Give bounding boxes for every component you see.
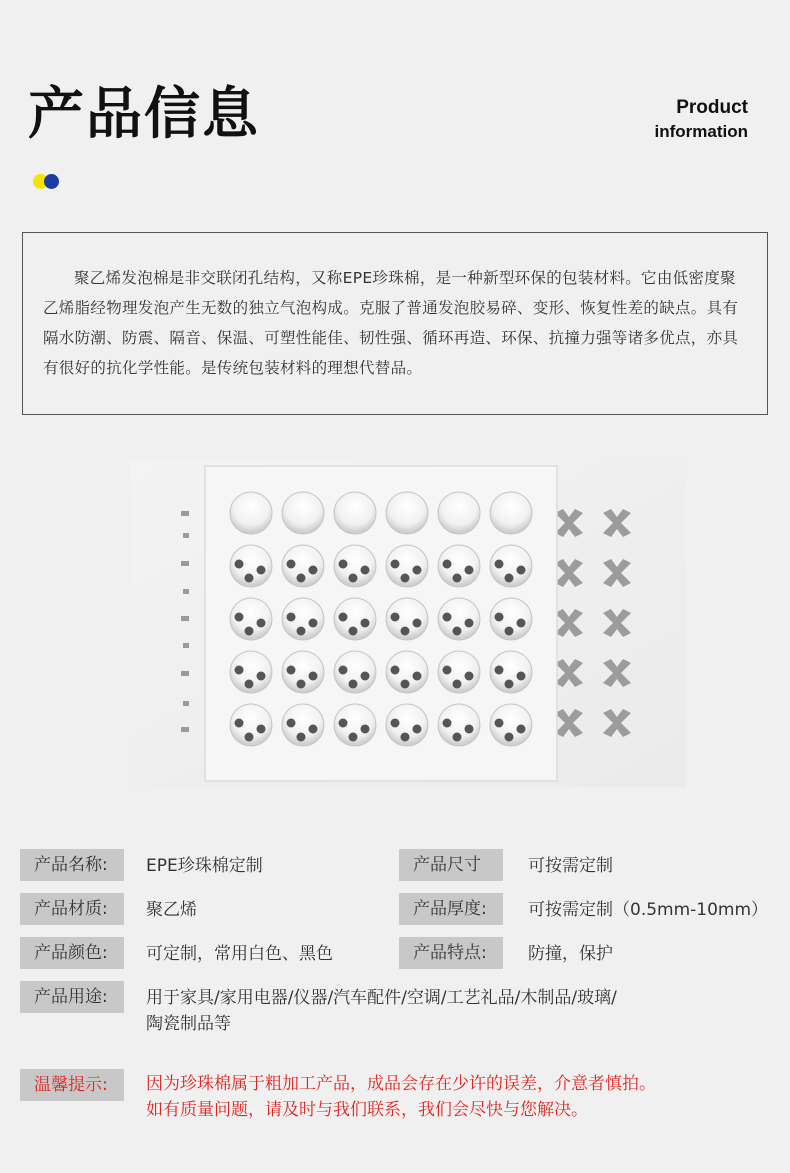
foam-hole [334, 492, 376, 534]
foam-hole-notch [287, 613, 296, 622]
foam-hole-notch [505, 733, 514, 742]
foam-hole-notch [443, 719, 452, 728]
usage-value-line-2: 陶瓷制品等 [146, 1014, 231, 1034]
foam-hole-notch [245, 680, 254, 689]
foam-hole-notch [505, 574, 514, 583]
foam-hole-notch [495, 666, 504, 675]
foam-hole-notch [453, 627, 462, 636]
foam-hole-notch [401, 680, 410, 689]
foam-hole-notch [413, 725, 422, 734]
foam-hole-notch [443, 613, 452, 622]
feature-value: 防撞，保护 [528, 944, 613, 964]
name-value: EPE珍珠棉定制 [146, 856, 263, 876]
foam-hole-notch [349, 680, 358, 689]
subtitle-line-2: information [654, 122, 748, 141]
foam-hole-notch [391, 666, 400, 675]
material-value: 聚乙烯 [146, 900, 197, 920]
foam-hole-notch [465, 566, 474, 575]
foam-hole-notch [517, 725, 526, 734]
foam-hole-notch [465, 725, 474, 734]
foam-hole-notch [257, 672, 266, 681]
foam-hole-notch [453, 574, 462, 583]
foam-hole-notch [297, 680, 306, 689]
foam-hole-notch [401, 574, 410, 583]
intro-box [22, 232, 768, 415]
thickness-label: 产品厚度: [399, 893, 503, 925]
page-title: 产品信息 [28, 82, 260, 147]
name-label: 产品名称: [20, 849, 124, 881]
page-subtitle [655, 96, 749, 144]
foam-hole-notch [257, 566, 266, 575]
foam-hole-notch [361, 725, 370, 734]
material-label: 产品材质: [20, 893, 124, 925]
foam-hole [386, 492, 428, 534]
foam-hole-notch [339, 613, 348, 622]
foam-hole-notch [339, 560, 348, 569]
foam-hole [438, 492, 480, 534]
foam-hole-notch [361, 619, 370, 628]
foam-hole-notch [361, 672, 370, 681]
foam-hole-notch [297, 627, 306, 636]
foam-hole-notch [245, 627, 254, 636]
foam-hole-notch [349, 574, 358, 583]
foam-hole-notch [495, 613, 504, 622]
size-label: 产品尺寸 [399, 849, 503, 881]
notice-line-1: 因为珍珠棉属于粗加工产品，成品会存在少许的误差，介意者慎拍。 [146, 1074, 656, 1094]
foam-hole-notch [245, 733, 254, 742]
foam-hole-notch [287, 719, 296, 728]
foam-hole-notch [309, 566, 318, 575]
foam-hole-notch [413, 672, 422, 681]
foam-hole-notch [287, 666, 296, 675]
foam-hole-notch [297, 574, 306, 583]
foam-hole-notch [413, 566, 422, 575]
color-label: 产品颜色: [20, 937, 124, 969]
foam-hole-notch [297, 733, 306, 742]
foam-hole-notch [309, 672, 318, 681]
feature-label: 产品特点: [399, 937, 503, 969]
foam-hole-notch [505, 680, 514, 689]
foam-hole-notch [235, 666, 244, 675]
foam-hole-notch [453, 733, 462, 742]
foam-hole-notch [257, 725, 266, 734]
blue-dot-icon [44, 174, 59, 189]
foam-hole-notch [245, 574, 254, 583]
foam-hole-notch [361, 566, 370, 575]
foam-hole-notch [401, 627, 410, 636]
usage-label: 产品用途: [20, 981, 124, 1013]
foam-hole-notch [465, 672, 474, 681]
subtitle-line-1: Product [676, 97, 748, 118]
foam-hole-notch [235, 560, 244, 569]
foam-hole-notch [257, 619, 266, 628]
usage-value-line-1: 用于家具/家用电器/仪器/汽车配件/空调/工艺礼品/木制品/玻璃/ [146, 988, 617, 1008]
foam-hole-notch [517, 566, 526, 575]
foam-hole-notch [517, 619, 526, 628]
notice-line-2: 如有质量问题，请及时与我们联系，我们会尽快与您解决。 [146, 1100, 588, 1120]
intro-text: 聚乙烯发泡棉是非交联闭孔结构，又称EPE珍珠棉，是一种新型环保的包装材料。它由低密度聚乙烯脂经物理发泡产生无数的独立气泡构成。克服了普通发泡胶易碎、变形、恢复性差的缺点。具有隔水防潮、防震、隔音、保温、可塑性能佳、韧性强、循环再造、环保、抗撞力强等诸多优点，亦具有很好的抗化学性能。是传统包装材料的理想代替品。 [43, 269, 739, 377]
foam-hole-notch [413, 619, 422, 628]
foam-hole-notch [495, 560, 504, 569]
foam-hole [490, 492, 532, 534]
notice-label: 温馨提示: [20, 1069, 124, 1101]
foam-hole-notch [339, 666, 348, 675]
foam-hole [282, 492, 324, 534]
foam-tray-image [131, 461, 686, 787]
foam-hole-notch [391, 560, 400, 569]
foam-hole-notch [505, 627, 514, 636]
size-value: 可按需定制 [528, 856, 613, 876]
foam-hole-notch [235, 719, 244, 728]
foam-hole-notch [309, 619, 318, 628]
foam-hole-notch [453, 680, 462, 689]
foam-hole-notch [349, 627, 358, 636]
foam-hole-notch [443, 666, 452, 675]
foam-hole-notch [339, 719, 348, 728]
foam-hole-notch [391, 613, 400, 622]
foam-hole-notch [401, 733, 410, 742]
thickness-value: 可按需定制（0.5mm-10mm） [528, 900, 769, 920]
foam-hole-notch [309, 725, 318, 734]
color-value: 可定制，常用白色、黑色 [146, 944, 333, 964]
foam-hole-notch [517, 672, 526, 681]
foam-hole-notch [495, 719, 504, 728]
decorative-dots [33, 174, 63, 190]
foam-hole-notch [287, 560, 296, 569]
foam-hole-notch [349, 733, 358, 742]
foam-hole-notch [391, 719, 400, 728]
foam-hole [230, 492, 272, 534]
foam-hole-notch [235, 613, 244, 622]
foam-hole-notch [465, 619, 474, 628]
foam-hole-notch [443, 560, 452, 569]
